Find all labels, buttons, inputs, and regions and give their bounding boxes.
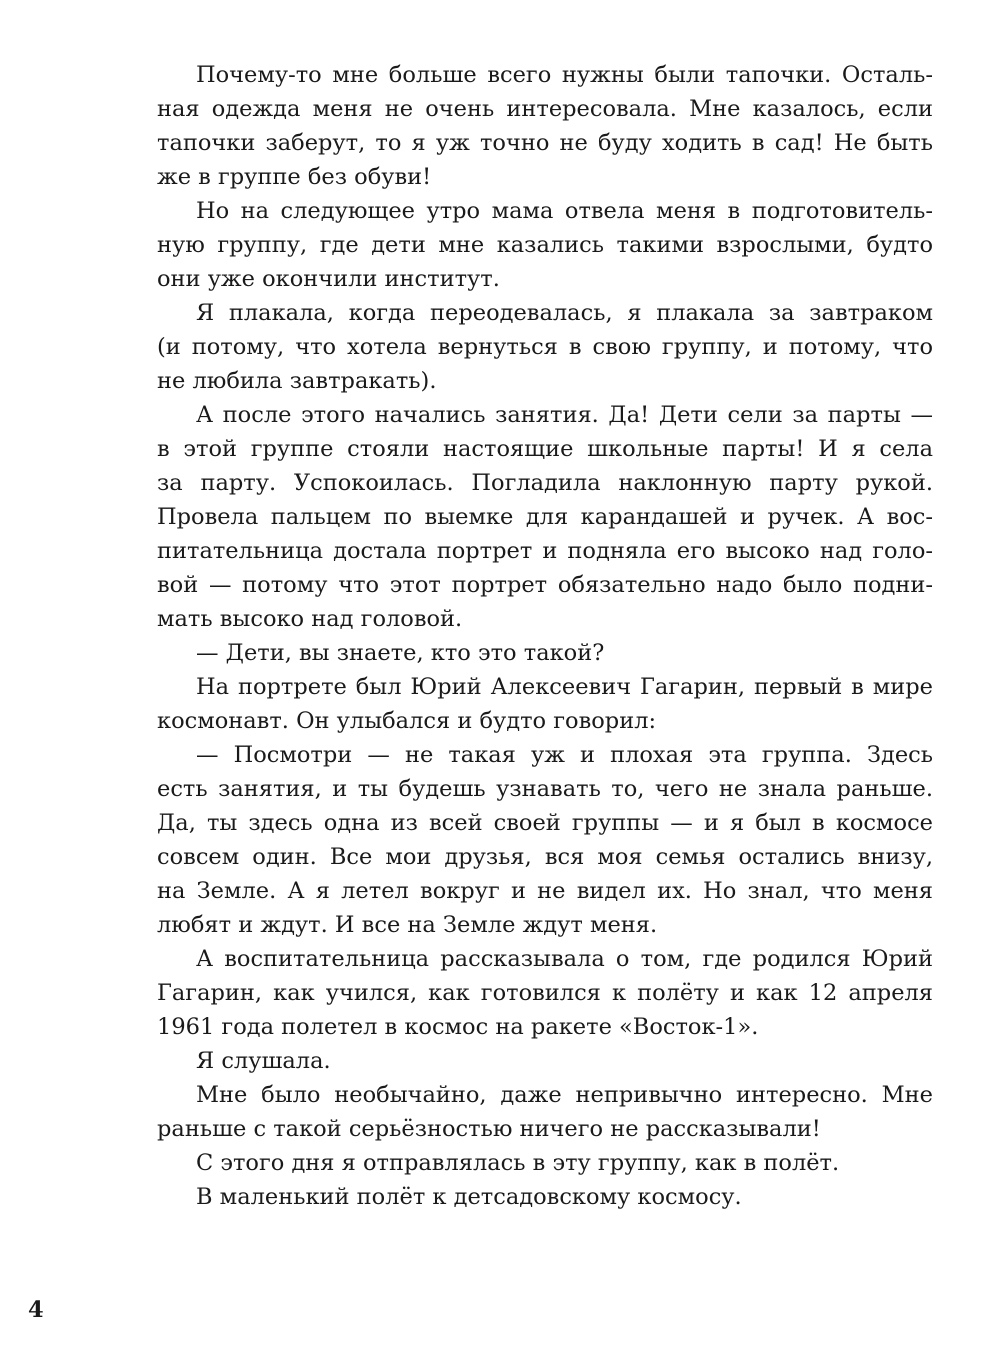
text-line: Я слушала.: [196, 1048, 331, 1074]
text-line: не любила завтракать).: [157, 368, 437, 394]
text-line: (и потому, что хотела вернуться в свою группу, и потому, что: [157, 334, 933, 360]
text-line: Мне было необычайно, даже непривычно интересно. Мне: [196, 1082, 933, 1108]
text-line: ную группу, где дети мне казались такими взрослыми, будто: [157, 232, 933, 258]
text-line: есть занятия, и ты будешь узнавать то, чего не знала раньше.: [157, 776, 933, 802]
text-line: на Земле. А я летел вокруг и не видел их. Но знал, что меня: [157, 878, 933, 904]
text-line: космонавт. Он улыбался и будто говорил:: [157, 708, 657, 734]
text-line: Да, ты здесь одна из всей своей группы — и я был в космосе: [157, 810, 933, 836]
text-line: А воспитательница рассказывала о том, где родился Юрий: [196, 946, 933, 972]
page-text: [157, 58, 933, 1214]
text-line: В маленький полёт к детсадовскому космосу.: [196, 1184, 742, 1210]
text-line: питательница достала портрет и подняла его высоко над голо-: [157, 538, 933, 564]
text-line: А после этого начались занятия. Да! Дети сели за парты —: [196, 402, 933, 428]
text-line: вой — потому что этот портрет обязательно надо было подни-: [157, 572, 933, 598]
text-line: Почему-то мне больше всего нужны были тапочки. Осталь-: [196, 62, 933, 88]
text-line: 1961 года полетел в космос на ракете «Восток-1».: [157, 1014, 759, 1040]
text-line: На портрете был Юрий Алексеевич Гагарин, первый в мире: [196, 674, 933, 700]
text-line: — Дети, вы знаете, кто это такой?: [196, 640, 605, 666]
text-line: же в группе без обуви!: [157, 164, 432, 190]
text-line: Но на следующее утро мама отвела меня в подготовитель-: [196, 198, 933, 224]
text-line: ная одежда меня не очень интересовала. Мне казалось, если: [157, 96, 933, 122]
text-line: С этого дня я отправлялась в эту группу, как в полёт.: [196, 1150, 840, 1176]
text-line: в этой группе стояли настоящие школьные парты! И я села: [157, 436, 933, 462]
text-line: Провела пальцем по выемке для карандашей и ручек. А вос-: [157, 504, 933, 530]
text-line: совсем один. Все мои друзья, вся моя семья остались внизу,: [157, 844, 933, 870]
text-line: тапочки заберут, то я уж точно не буду ходить в сад! Не быть: [157, 130, 933, 156]
text-line: Я плакала, когда переодевалась, я плакала за завтраком: [196, 300, 933, 326]
text-line: Гагарин, как учился, как готовился к полёту и как 12 апреля: [157, 980, 933, 1006]
text-line: раньше с такой серьёзностью ничего не рассказывали!: [157, 1116, 821, 1142]
page-number: 4: [28, 1297, 44, 1323]
text-line: любят и ждут. И все на Земле ждут меня.: [157, 912, 658, 938]
text-line: мать высоко над головой.: [157, 606, 463, 632]
text-line: они уже окончили институт.: [157, 266, 500, 292]
text-line: за парту. Успокоилась. Погладила наклонную парту рукой.: [157, 470, 933, 496]
text-line: — Посмотри — не такая уж и плохая эта группа. Здесь: [196, 742, 933, 768]
